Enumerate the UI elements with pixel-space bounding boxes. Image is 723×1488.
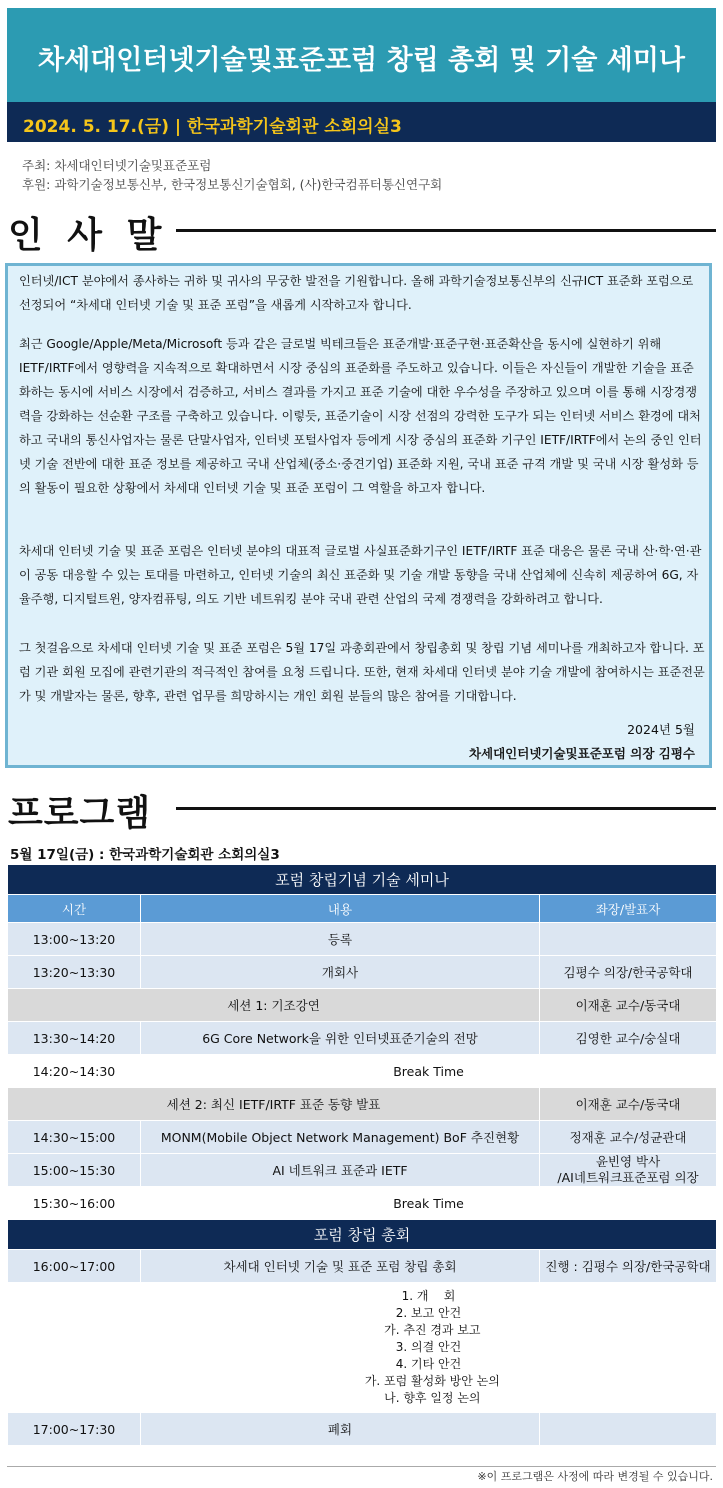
date-venue: 2024. 5. 17.(금) | 한국과학기술회관 소회의실3 <box>23 117 402 137</box>
speaker-affiliation: /AI네트워크표준포럼 의장 <box>557 1170 699 1185</box>
session-chair: 이재훈 교수/동국대 <box>540 1088 717 1121</box>
row-speaker: 김영한 교수/숭실대 <box>540 1022 717 1055</box>
column-header-time: 시간 <box>8 895 141 923</box>
session-row <box>8 1088 717 1121</box>
agenda-item: 가. 포럼 활성화 방안 논의 <box>357 1374 500 1388</box>
row-speaker: 진행 : 김평수 의장/한국공학대 <box>540 1250 717 1283</box>
greeting-paragraph-2: 최근 Google/Apple/Meta/Microsoft 등과 같은 글로벌 빅테크들은 표준개발·표준구현·표준확산을 동시에 실현하기 위해 IETF/IRTF에서 영향력을 지속적으로 확대하면서 시장 중심의 표준화를 주도하고 있습니다. 이들은 자신들이 개발한 기술을 표준화하는 동시에 서비스 시장에서 검증하고, 서비스 결과를 가지고 표준 기술에 대한 우수성을 주장하고 있으며 이를 통해 시장경쟁력을 강화하는 선순환 구조를 구축하고 있습니다. 이렇듯, 표준기술이 시장 선점의 강력한 도구가 되는 인터넷 서비스 환경에 대처 하고 국내의 통신사업자는 물론 단말사업자, 인터넷 포털사업자 등에게 시장 중심의 표준화 기구인 IETF/IRTF에서 논의 중인 인터넷 기술 전반에 대한 표준 정보를 제공하고 국내 산업체(중소·중견기업) 표준화 지원, 국내 표준 규격 개발 및 국내 시장 활성화 등의 활동이 필요한 상황에서 차세대 인터넷 기술 및 표준 포럼이 그 역할을 하고자 합니다. <box>19 337 702 495</box>
table-row <box>8 1022 717 1055</box>
row-content: 차세대 인터넷 기술 및 표준 포럼 창립 총회 <box>141 1250 540 1283</box>
column-header-content: 내용 <box>141 895 540 923</box>
row-content: 개회사 <box>141 956 540 989</box>
agenda-item: 가. 추진 경과 보고 <box>376 1323 481 1337</box>
table-row <box>8 1154 717 1187</box>
host-line: 주최: 차세대인터넷기술및표준포럼 <box>22 158 212 173</box>
greeting-signature: 차세대인터넷기술및표준포럼 의장 김평수 <box>468 746 695 761</box>
session-chair: 이재훈 교수/동국대 <box>540 989 717 1022</box>
banner <box>7 8 716 102</box>
row-content: MONM(Mobile Object Network Management) BoF 추진현황 <box>141 1121 540 1154</box>
program-date: 5월 17일(금) : 한국과학기술회관 소회의실3 <box>10 847 280 863</box>
row-speaker <box>540 923 717 956</box>
assembly-title: 포럼 창립 총회 <box>8 1220 717 1250</box>
agenda-list <box>141 1283 717 1413</box>
row-content: 폐회 <box>141 1413 540 1446</box>
agenda-item: 나. 향후 일정 논의 <box>376 1391 481 1405</box>
greeting-heading: 인 사 말 <box>8 215 168 256</box>
footnote: ※이 프로그램은 사정에 따라 변경될 수 있습니다. <box>477 1470 713 1483</box>
session-title: 세션 2: 최신 IETF/IRTF 표준 동향 발표 <box>8 1088 540 1121</box>
greeting-divider <box>176 229 716 232</box>
greeting-paragraph-4: 그 첫걸음으로 차세대 인터넷 기술 및 표준 포럼은 5월 17일 과총회관에서 창립총회 및 창립 기념 세미나를 개최하고자 합니다. 포럼 기관 회원 모집에 관련기관의 적극적인 참여를 요청 드립니다. 또한, 현재 차세대 인터넷 분야 기술 개발에 참여하시는 표준전문가 및 개발자는 물론, 향후, 관련 업무를 희망하시는 개인 회원 분들의 많은 참여를 기대합니다. <box>19 641 705 703</box>
row-speaker <box>540 1154 717 1187</box>
greeting-paragraph-1: 인터넷/ICT 분야에서 종사하는 귀하 및 귀사의 무궁한 발전을 기원합니다. 올해 과학기술정보통신부의 신규ICT 표준화 포럼으로 선정되어 “차세대 인터넷 기술 및 표준 포럼”을 새롭게 시작하고자 합니다. <box>19 274 694 312</box>
break-row <box>8 1187 717 1220</box>
row-content: 6G Core Network을 위한 인터넷표준기술의 전망 <box>141 1022 540 1055</box>
program-divider <box>176 807 716 810</box>
greeting-paragraph-3: 차세대 인터넷 기술 및 표준 포럼은 인터넷 분야의 대표적 글로벌 사실표준화기구인 IETF/IRTF 표준 대응은 물론 국내 산·학·연·관이 공동 대응할 수 있는 토대를 마련하고, 인터넷 기술의 최신 표준화 및 기술 개발 동향을 국내 산업체에 신속히 제공하여 6G, 자율주행, 디지털트윈, 양자컴퓨팅, 의도 기반 네트워킹 분야 국내 관련 산업의 국제 경쟁력을 강화하려고 합니다. <box>19 544 702 606</box>
break-row <box>8 1055 717 1088</box>
break-label: Break Time <box>141 1187 717 1220</box>
speaker-name: 윤빈영 박사 <box>595 1154 661 1169</box>
footer-divider <box>7 1466 716 1467</box>
row-speaker: 김평수 의장/한국공학대 <box>540 956 717 989</box>
agenda-row <box>8 1283 717 1413</box>
row-speaker: 정재훈 교수/성균관대 <box>540 1121 717 1154</box>
greeting-box <box>5 263 712 768</box>
break-label: Break Time <box>141 1055 717 1088</box>
table-header-row <box>8 895 717 923</box>
row-time: 13:20~13:30 <box>8 956 141 989</box>
table-row <box>8 1250 717 1283</box>
agenda-item: 4. 기타 안건 <box>395 1357 462 1371</box>
event-title: 차세대인터넷기술및표준포럼 창립 총회 및 기술 세미나 <box>38 45 685 76</box>
table-row <box>8 956 717 989</box>
session-row <box>8 989 717 1022</box>
agenda-item: 1. 개 회 <box>401 1289 456 1303</box>
assembly-title-row <box>8 1220 717 1250</box>
table-row <box>8 1121 717 1154</box>
row-time: 17:00~17:30 <box>8 1413 141 1446</box>
row-time: 13:00~13:20 <box>8 923 141 956</box>
agenda-time-cell <box>8 1283 141 1413</box>
greeting-date: 2024년 5월 <box>627 722 695 737</box>
date-venue-bar <box>7 102 716 142</box>
row-time: 16:00~17:00 <box>8 1250 141 1283</box>
session-title: 세션 1: 기조강연 <box>8 989 540 1022</box>
row-speaker <box>540 1413 717 1446</box>
program-heading: 프로그램 <box>8 793 152 834</box>
agenda-item: 3. 의결 안건 <box>395 1340 462 1354</box>
column-header-speaker: 좌장/발표자 <box>540 895 717 923</box>
row-time: 14:20~14:30 <box>8 1055 141 1088</box>
row-time: 15:00~15:30 <box>8 1154 141 1187</box>
table-row <box>8 923 717 956</box>
row-time: 13:30~14:20 <box>8 1022 141 1055</box>
closing-row <box>8 1413 717 1446</box>
seminar-title-row <box>8 865 717 895</box>
row-time: 15:30~16:00 <box>8 1187 141 1220</box>
agenda-item: 2. 보고 안건 <box>395 1306 462 1320</box>
sponsor-line: 후원: 과학기술정보통신부, 한국정보통신기술협회, (사)한국컴퓨터통신연구회 <box>22 177 443 192</box>
row-time: 14:30~15:00 <box>8 1121 141 1154</box>
program-table <box>7 864 717 1446</box>
row-content: 등록 <box>141 923 540 956</box>
row-content: AI 네트워크 표준과 IETF <box>141 1154 540 1187</box>
seminar-title: 포럼 창립기념 기술 세미나 <box>8 865 717 895</box>
